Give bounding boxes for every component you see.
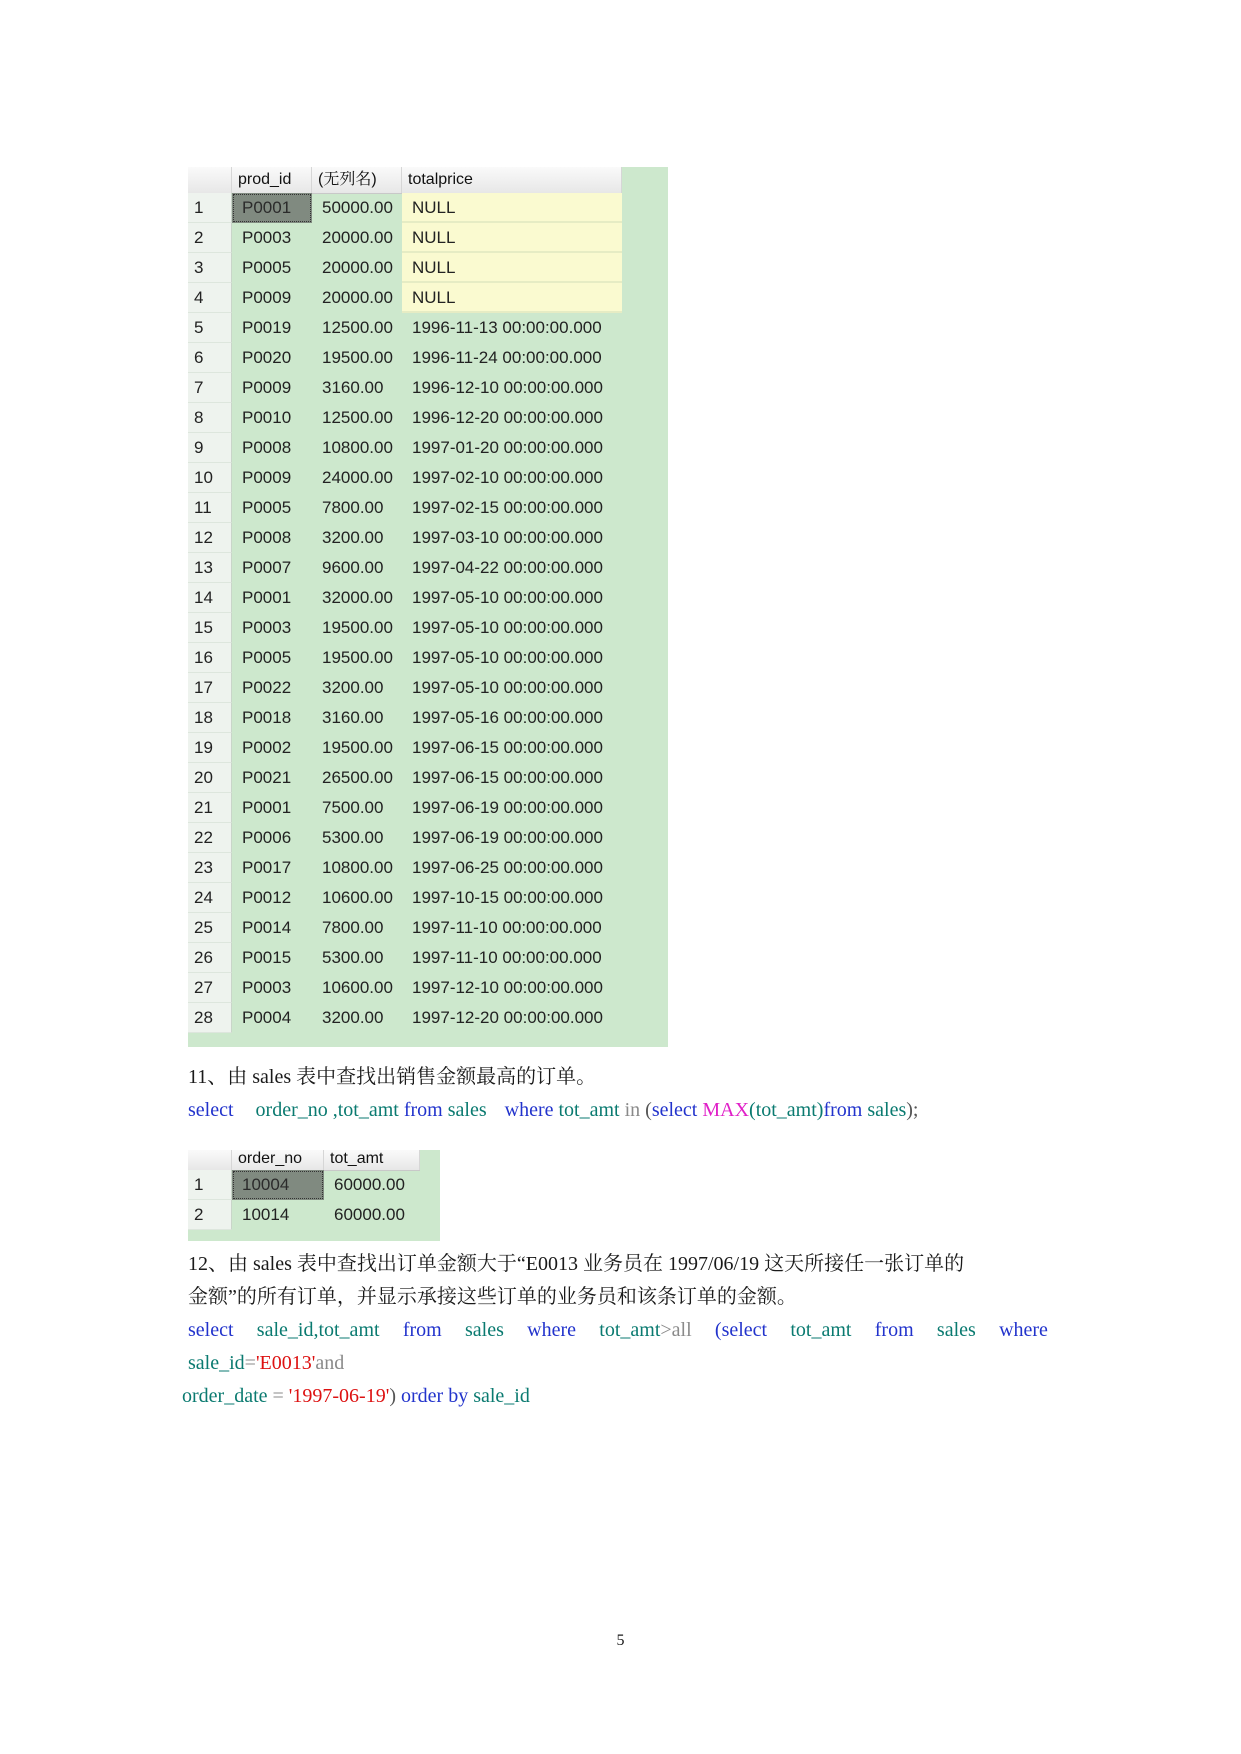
sql-string: 'E0013'	[255, 1352, 316, 1374]
table-cell[interactable]: NULL	[402, 223, 622, 253]
table-cell[interactable]: 10600.00	[322, 888, 393, 907]
table-cell[interactable]: 32000.00	[322, 588, 393, 607]
grid-2-rownum-header	[188, 1150, 232, 1170]
table-cell[interactable]: 10004	[232, 1170, 324, 1200]
table-cell[interactable]: 1997-06-25 00:00:00.000	[412, 858, 603, 877]
grid-1-col-prod-id[interactable]: prod_id	[232, 167, 312, 193]
grid-1-col-totalprice[interactable]: totalprice	[402, 167, 622, 193]
row-number[interactable]: 6	[188, 343, 232, 373]
table-cell[interactable]: 1997-05-10 00:00:00.000	[412, 648, 603, 667]
row-number[interactable]: 27	[188, 973, 232, 1003]
table-cell[interactable]: 1997-01-20 00:00:00.000	[412, 438, 603, 457]
table-row[interactable]	[188, 1170, 420, 1200]
table-row[interactable]	[188, 283, 622, 313]
table-cell[interactable]: P0018	[242, 708, 292, 727]
sql-column: sale_id	[473, 1385, 530, 1407]
sql-keyword: from	[823, 1099, 863, 1121]
table-cell[interactable]: 1997-12-10 00:00:00.000	[412, 978, 603, 997]
question-12-title-line-1: 12、由 sales 表中查找出订单金额大于“E0013 业务员在 1997/06/19 这天所接任一张订单的	[188, 1253, 965, 1275]
sql-keyword: select	[188, 1319, 234, 1341]
table-cell[interactable]: 20000.00	[322, 258, 393, 277]
table-cell[interactable]: 1997-10-15 00:00:00.000	[412, 888, 603, 907]
row-number[interactable]: 5	[188, 313, 232, 343]
question-12-sql-line-3	[182, 1380, 530, 1413]
table-cell[interactable]: P0008	[242, 528, 292, 547]
table-cell[interactable]: P0009	[242, 378, 292, 397]
sql-keyword: select	[651, 1099, 698, 1121]
table-cell[interactable]: 50000.00	[322, 198, 393, 217]
table-cell[interactable]: 10800.00	[322, 858, 393, 877]
table-cell[interactable]: 1997-06-15 00:00:00.000	[412, 768, 603, 787]
table-row[interactable]	[188, 523, 622, 553]
table-cell[interactable]: P0014	[242, 918, 292, 937]
table-row[interactable]	[188, 733, 622, 763]
table-row[interactable]	[188, 493, 622, 523]
table-cell[interactable]: NULL	[402, 193, 622, 223]
sql-table: sales	[867, 1099, 907, 1121]
table-row[interactable]	[188, 1003, 622, 1033]
table-cell[interactable]: 1997-05-10 00:00:00.000	[412, 678, 603, 697]
sql-paren: )	[389, 1385, 396, 1407]
table-cell[interactable]: 1997-11-10 00:00:00.000	[412, 918, 602, 937]
row-number[interactable]: 18	[188, 703, 232, 733]
question-12-sql-line-2	[188, 1347, 344, 1380]
table-cell[interactable]: 20000.00	[322, 288, 393, 307]
table-cell[interactable]: 3160.00	[322, 378, 384, 397]
result-grid-1	[188, 167, 668, 1047]
row-number[interactable]: 26	[188, 943, 232, 973]
table-cell[interactable]: 3200.00	[322, 1008, 384, 1027]
row-number[interactable]: 2	[188, 223, 232, 253]
table-cell[interactable]: P0003	[242, 228, 292, 247]
grid-2-col-tot-amt[interactable]: tot_amt	[324, 1150, 420, 1170]
table-cell[interactable]: P0020	[242, 348, 292, 367]
table-cell[interactable]: 20000.00	[322, 228, 393, 247]
table-cell[interactable]: P0006	[242, 828, 292, 847]
table-row[interactable]	[188, 643, 622, 673]
sql-table: sales	[464, 1319, 504, 1341]
result-grid-2	[188, 1150, 440, 1241]
row-number[interactable]: 14	[188, 583, 232, 613]
sql-table: sales	[936, 1319, 976, 1341]
table-row[interactable]	[188, 403, 622, 433]
row-number[interactable]: 12	[188, 523, 232, 553]
sql-keyword: from	[874, 1319, 914, 1341]
table-cell[interactable]: 1997-04-22 00:00:00.000	[412, 558, 603, 577]
table-row[interactable]	[188, 763, 622, 793]
table-cell[interactable]: 19500.00	[322, 348, 393, 367]
table-cell[interactable]: 19500.00	[322, 738, 393, 757]
table-cell[interactable]: P0003	[242, 618, 292, 637]
table-row[interactable]	[188, 463, 622, 493]
table-row[interactable]	[188, 793, 622, 823]
row-number[interactable]: 24	[188, 883, 232, 913]
table-cell[interactable]: P0001	[242, 588, 292, 607]
row-number[interactable]: 25	[188, 913, 232, 943]
sql-subquery-open: (select	[714, 1319, 768, 1341]
grid-2-header	[188, 1150, 420, 1171]
sql-keyword: where	[999, 1319, 1048, 1341]
sql-keyword: where	[504, 1099, 554, 1121]
table-cell[interactable]: 7800.00	[322, 498, 384, 517]
sql-operator: >all	[660, 1319, 692, 1341]
table-cell[interactable]: 1996-11-13 00:00:00.000	[412, 318, 602, 337]
row-number[interactable]: 9	[188, 433, 232, 463]
table-cell[interactable]: 1997-11-10 00:00:00.000	[412, 948, 602, 967]
table-cell[interactable]: 3160.00	[322, 708, 384, 727]
question-11-title: 11、由 sales 表中查找出销售金额最高的订单。	[188, 1066, 597, 1088]
page-number: 5	[616, 1632, 625, 1649]
table-row[interactable]	[188, 553, 622, 583]
row-number[interactable]: 11	[188, 493, 232, 523]
row-number[interactable]: 19	[188, 733, 232, 763]
table-row[interactable]	[188, 853, 622, 883]
sql-column: tot_amt	[558, 1099, 620, 1121]
table-cell[interactable]: 60000.00	[334, 1175, 405, 1194]
table-cell[interactable]: 1997-05-16 00:00:00.000	[412, 708, 603, 727]
table-row[interactable]	[188, 583, 622, 613]
table-row[interactable]	[188, 223, 622, 253]
row-number[interactable]: 10	[188, 463, 232, 493]
table-row[interactable]	[188, 373, 622, 403]
row-number[interactable]: 8	[188, 403, 232, 433]
table-cell[interactable]: 1997-05-10 00:00:00.000	[412, 588, 603, 607]
sql-keyword: where	[527, 1319, 576, 1341]
table-cell[interactable]: 3200.00	[322, 678, 384, 697]
table-cell[interactable]: P0019	[242, 318, 292, 337]
table-cell[interactable]: 1997-06-19 00:00:00.000	[412, 798, 603, 817]
table-cell[interactable]: 1997-03-10 00:00:00.000	[412, 528, 603, 547]
table-cell[interactable]: P0009	[242, 288, 292, 307]
table-cell[interactable]: NULL	[402, 253, 622, 283]
sql-columns: order_no ,tot_amt	[255, 1099, 399, 1121]
row-number[interactable]: 20	[188, 763, 232, 793]
sql-keyword: from	[402, 1319, 442, 1341]
table-cell[interactable]: 7500.00	[322, 798, 384, 817]
question-11-sql	[188, 1094, 918, 1127]
grid-2-col-order-no[interactable]: order_no	[232, 1150, 324, 1170]
table-cell[interactable]: P0002	[242, 738, 292, 757]
row-number[interactable]: 1	[188, 193, 232, 223]
question-12-sql-line-1	[188, 1314, 1048, 1347]
row-number[interactable]: 22	[188, 823, 232, 853]
table-cell[interactable]: 10014	[242, 1205, 290, 1224]
table-cell[interactable]: P0005	[242, 258, 292, 277]
table-cell[interactable]: P0017	[242, 858, 292, 877]
grid-1-header	[188, 167, 622, 194]
table-cell[interactable]: 60000.00	[334, 1205, 405, 1224]
row-number[interactable]: 13	[188, 553, 232, 583]
sql-operator: and	[315, 1352, 345, 1374]
table-row[interactable]	[188, 253, 622, 283]
row-number[interactable]: 21	[188, 793, 232, 823]
grid-1-rownum-header	[188, 167, 232, 193]
sql-string: '1997-06-19'	[288, 1385, 390, 1407]
sql-column: sale_id	[188, 1352, 245, 1374]
table-row[interactable]	[188, 343, 622, 373]
sql-column: tot_amt	[599, 1319, 661, 1341]
table-cell[interactable]: 24000.00	[322, 468, 393, 487]
table-cell[interactable]: P0003	[242, 978, 292, 997]
table-cell[interactable]: 5300.00	[322, 828, 384, 847]
table-row[interactable]	[188, 943, 622, 973]
table-cell[interactable]: 1997-02-15 00:00:00.000	[412, 498, 603, 517]
row-number[interactable]: 15	[188, 613, 232, 643]
table-cell[interactable]: 12500.00	[322, 408, 393, 427]
table-cell[interactable]: 9600.00	[322, 558, 384, 577]
table-cell[interactable]: 1997-12-20 00:00:00.000	[412, 1008, 603, 1027]
table-cell[interactable]: 19500.00	[322, 648, 393, 667]
sql-table: sales	[447, 1099, 487, 1121]
row-number[interactable]: 7	[188, 373, 232, 403]
table-cell[interactable]: 1997-06-19 00:00:00.000	[412, 828, 603, 847]
table-cell[interactable]: 3200.00	[322, 528, 384, 547]
table-cell[interactable]: 1997-02-10 00:00:00.000	[412, 468, 603, 487]
sql-operator: =	[267, 1385, 289, 1407]
table-cell[interactable]: P0015	[242, 948, 292, 967]
table-row[interactable]	[188, 883, 622, 913]
table-cell[interactable]: 7800.00	[322, 918, 384, 937]
table-cell[interactable]: P0010	[242, 408, 292, 427]
table-row[interactable]	[188, 433, 622, 463]
table-row[interactable]	[188, 703, 622, 733]
table-cell[interactable]: 10600.00	[322, 978, 393, 997]
table-cell[interactable]: P0021	[242, 768, 292, 787]
table-cell[interactable]: 19500.00	[322, 618, 393, 637]
row-number[interactable]: 16	[188, 643, 232, 673]
row-number[interactable]: 17	[188, 673, 232, 703]
row-number[interactable]: 4	[188, 283, 232, 313]
grid-1-col-noname[interactable]: (无列名)	[312, 167, 402, 193]
table-cell[interactable]: P0012	[242, 888, 292, 907]
table-cell[interactable]: NULL	[402, 283, 622, 313]
table-row[interactable]	[188, 913, 622, 943]
table-row[interactable]	[188, 673, 622, 703]
table-row[interactable]	[188, 1200, 420, 1230]
table-cell[interactable]: 1996-12-10 00:00:00.000	[412, 378, 603, 397]
sql-paren: );	[906, 1099, 919, 1121]
table-cell[interactable]: P0009	[242, 468, 292, 487]
table-cell[interactable]: P0005	[242, 648, 292, 667]
table-cell[interactable]: 1996-11-24 00:00:00.000	[412, 348, 602, 367]
sql-keyword: select	[188, 1099, 234, 1121]
sql-keyword: from	[403, 1099, 443, 1121]
question-12-title-line-2: 金额”的所有订单，并显示承接这些订单的业务员和该条订单的金额。	[188, 1286, 797, 1308]
table-cell[interactable]: 5300.00	[322, 948, 384, 967]
table-cell[interactable]: P0001	[232, 193, 312, 223]
row-number[interactable]: 2	[188, 1200, 232, 1230]
row-number[interactable]: 1	[188, 1170, 232, 1200]
table-cell[interactable]: 26500.00	[322, 768, 393, 787]
table-row[interactable]	[188, 313, 622, 343]
sql-function: MAX	[702, 1099, 750, 1121]
table-cell[interactable]: P0007	[242, 558, 292, 577]
sql-column: order_date	[182, 1385, 268, 1407]
table-cell[interactable]: P0004	[242, 1008, 292, 1027]
table-row[interactable]	[188, 613, 622, 643]
table-cell[interactable]: 1997-05-10 00:00:00.000	[412, 618, 603, 637]
sql-column: tot_amt	[790, 1319, 852, 1341]
table-cell[interactable]: 12500.00	[322, 318, 393, 337]
table-cell[interactable]: P0022	[242, 678, 292, 697]
table-cell[interactable]: 10800.00	[322, 438, 393, 457]
table-cell[interactable]: P0005	[242, 498, 292, 517]
table-row[interactable]	[188, 823, 622, 853]
table-row[interactable]	[188, 193, 622, 223]
row-number[interactable]: 3	[188, 253, 232, 283]
table-cell[interactable]: P0001	[242, 798, 292, 817]
sql-function-arg: (tot_amt)	[749, 1099, 824, 1121]
table-cell[interactable]: 1996-12-20 00:00:00.000	[412, 408, 603, 427]
sql-operator: in	[624, 1099, 641, 1121]
row-number[interactable]: 23	[188, 853, 232, 883]
sql-keyword: order by	[401, 1385, 469, 1407]
sql-columns: sale_id,tot_amt	[256, 1319, 380, 1341]
table-row[interactable]	[188, 973, 622, 1003]
row-number[interactable]: 28	[188, 1003, 232, 1033]
table-cell[interactable]: P0008	[242, 438, 292, 457]
sql-paren: (	[645, 1099, 652, 1121]
table-cell[interactable]: 1997-06-15 00:00:00.000	[412, 738, 603, 757]
sql-operator: =	[244, 1352, 256, 1374]
